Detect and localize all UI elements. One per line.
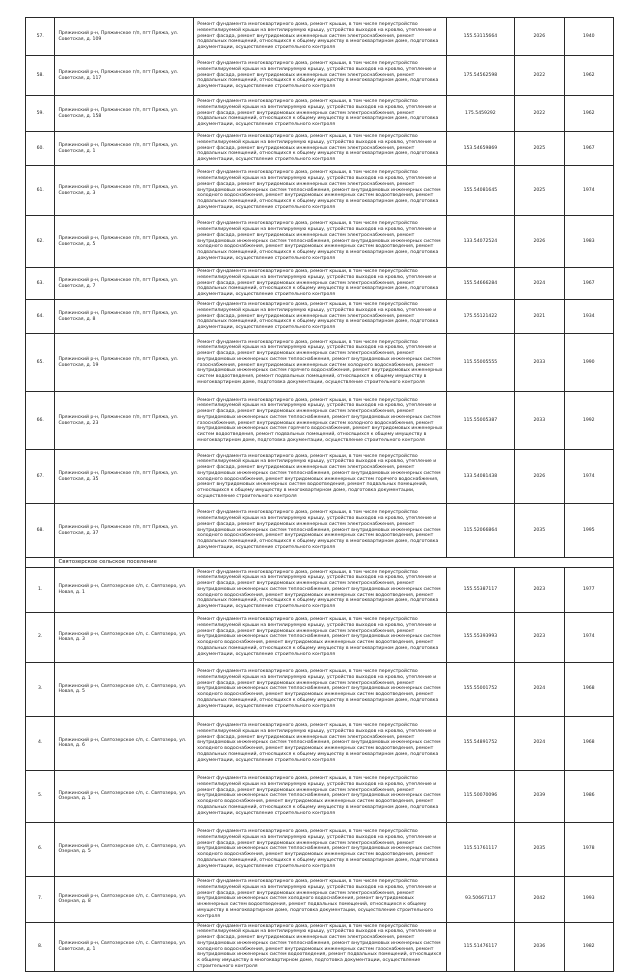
table-row — [26, 216, 614, 268]
row-cost: 155.55387117 — [446, 567, 514, 612]
row-planned-year: 2042 — [515, 876, 564, 922]
row-planned-year: 2024 — [515, 662, 564, 716]
row-address: Пряжинский р-н, Святозерское с/п, с. Святозеро, ул. Новая, д. 3 — [55, 612, 194, 662]
row-address: Пряжинский р-н, Пряжинское г/п, пгт Пряжа, ул. Советская, д. 158 — [55, 96, 194, 132]
row-cost: 115.55005387 — [446, 392, 514, 450]
row-build-year: 1986 — [564, 770, 613, 822]
row-works: Ремонт фундамента многоквартирного дома, ремонт крыши, в том числе переустройство невентилируемой крыши на вентилируемую крышу, устройство выходов на кровлю, утепление и ремонт фасада, ремонт внутридомовых инженерных систем электроснабжения, ремонт внутридомовых инженерных систем теплоснабжения, ремонт внутридомовых инженерных систем холодного водоснабжения, ремонт внутридомовых инженерных систем водоотведения, ремонт подвальных помещений, относящихся к общему имуществу в многоквартирном доме, подготовка документации, осуществление строительного контроля — [194, 822, 446, 876]
row-planned-year: 2033 — [515, 334, 564, 392]
row-address: Пряжинский р-н, Пряжинское г/п, пгт Пряжа, ул. Советская, д. 19 — [55, 334, 194, 392]
row-address: Пряжинский р-н, Святозерское с/п, с. Святозеро, ул. Новая, д. 6 — [55, 716, 194, 770]
row-address: Пряжинский р-н, Святозерское с/п, с. Святозеро, ул. Новая, д. 1 — [55, 567, 194, 612]
row-number: 67. — [26, 450, 55, 504]
row-cost: 155.54081645 — [446, 166, 514, 216]
row-cost: 155.55393993 — [446, 612, 514, 662]
row-number: 7. — [26, 876, 55, 922]
table-row — [26, 96, 614, 132]
table-row — [26, 922, 614, 971]
row-build-year: 1962 — [564, 96, 613, 132]
table-row — [26, 334, 614, 392]
row-build-year: 1993 — [564, 876, 613, 922]
row-number: 3. — [26, 662, 55, 716]
row-cost: 153.54659869 — [446, 132, 514, 166]
row-build-year: 1968 — [564, 716, 613, 770]
table-row — [26, 268, 614, 300]
row-number: 63. — [26, 268, 55, 300]
row-cost: 133.54072524 — [446, 216, 514, 268]
row-number: 8. — [26, 922, 55, 971]
row-planned-year: 2024 — [515, 268, 564, 300]
table-row — [26, 450, 614, 504]
row-works: Ремонт фундамента многоквартирного дома, ремонт крыши, в том числе переустройство невентилируемой крыши на вентилируемую крышу, устройство выходов на кровлю, утепление и ремонт фасада, ремонт внутридомовых инженерных систем электроснабжения, ремонт внутридомовых инженерных систем теплоснабжения, ремонт внутридомовых инженерных систем холодного водоснабжения, ремонт внутридомовых инженерных систем водоотведения, ремонт подвальных помещений, относящихся к общему имуществу в многоквартирном доме, подготовка документации, осуществление строительного контроля — [194, 166, 446, 216]
row-planned-year: 2026 — [515, 450, 564, 504]
row-address: Пряжинский р-н, Пряжинское г/п, пгт Пряжа, ул. Советская, д. 35 — [55, 450, 194, 504]
table-row — [26, 166, 614, 216]
row-build-year: 1982 — [564, 922, 613, 971]
row-address: Пряжинский р-н, Святозерское с/п, с. Святозеро, ул. Озерная, д. 5 — [55, 822, 194, 876]
row-build-year: 1995 — [564, 504, 613, 558]
row-number: 66. — [26, 392, 55, 450]
table-row — [26, 716, 614, 770]
row-works: Ремонт фундамента многоквартирного дома, ремонт крыши, в том числе переустройство невентилируемой крыши на вентилируемую крышу, устройство выходов на кровлю, утепление и ремонт фасада, ремонт внутридомовых инженерных систем электроснабжения, ремонт подвальных помещений, относящихся к общему имуществу в многоквартирном доме, подготовка документации, осуществление строительного контроля — [194, 56, 446, 96]
row-planned-year: 2024 — [515, 716, 564, 770]
row-address: Пряжинский р-н, Святозерское с/п, с. Святозеро, ул. Озерная, д. 1 — [55, 770, 194, 822]
table-body-part1 — [26, 18, 614, 558]
row-planned-year: 2023 — [515, 567, 564, 612]
row-works: Ремонт фундамента многоквартирного дома, ремонт крыши, в том числе переустройство невентилируемой крыши на вентилируемую крышу, устройство выходов на кровлю, утепление и ремонт фасада, ремонт внутридомовых инженерных систем электроснабжения, ремонт внутридомовых инженерных систем теплоснабжения, ремонт внутридомовых инженерных систем холодного водоснабжения, ремонт внутридомовых инженерных систем водоотведения, ремонт подвальных помещений, относящихся к общему имуществу в многоквартирном доме, подготовка документации, осуществление строительного контроля — [194, 716, 446, 770]
table-row — [26, 300, 614, 334]
row-address: Пряжинский р-н, Пряжинское г/п, пгт Пряжа, ул. Советская, д. 5 — [55, 216, 194, 268]
table-row — [26, 392, 614, 450]
row-planned-year: 2025 — [515, 132, 564, 166]
row-number: 58. — [26, 56, 55, 96]
row-number: 5. — [26, 770, 55, 822]
row-works: Ремонт фундамента многоквартирного дома, ремонт крыши, в том числе переустройство невентилируемой крыши на вентилируемую крышу, устройство выходов на кровлю, утепление и ремонт фасада, ремонт внутридомовых инженерных систем электроснабжения, ремонт внутридомовых инженерных систем теплоснабжения, ремонт внутридомовых инженерных систем холодного водоснабжения, ремонт внутридомовых инженерных систем водоотведения, ремонт подвальных помещений, относящихся к общему имуществу в многоквартирном доме, подготовка документации, осуществление строительного контроля — [194, 504, 446, 558]
row-works: Ремонт фундамента многоквартирного дома, ремонт крыши, в том числе переустройство невентилируемой крыши на вентилируемую крышу, устройство выходов на кровлю, утепление и ремонт фасада, ремонт внутридомовых инженерных систем электроснабжения, ремонт подвальных помещений, относящихся к общему имуществу в многоквартирном доме, подготовка документации, осуществление строительного контроля — [194, 300, 446, 334]
table-row — [26, 876, 614, 922]
row-build-year: 1934 — [564, 300, 613, 334]
row-works: Ремонт фундамента многоквартирного дома, ремонт крыши, в том числе переустройство невентилируемой крыши на вентилируемую крышу, устройство выходов на кровлю, утепление и ремонт фасада, ремонт внутридомовых инженерных систем электроснабжения, ремонт подвальных помещений, относящихся к общему имуществу в многоквартирном доме, подготовка документации, осуществление строительного контроля — [194, 96, 446, 132]
row-build-year: 1940 — [564, 18, 613, 56]
row-cost: 175.54562598 — [446, 56, 514, 96]
row-works: Ремонт фундамента многоквартирного дома, ремонт крыши, в том числе переустройство невентилируемой крыши на вентилируемую крышу, устройство выходов на кровлю, утепление и ремонт фасада, ремонт внутридомовых инженерных систем электроснабжения, ремонт внутридомовых инженерных систем теплоснабжения, ремонт внутридомовых инженерных систем холодного водоснабжения, ремонт внутридомовых инженерных систем водоотведения, ремонт подвальных помещений, относящихся к общему имуществу в многоквартирном доме, подготовка документации, осуществление строительного контроля — [194, 216, 446, 268]
row-address: Пряжинский р-н, Пряжинское г/п, пгт Пряжа, ул. Советская, д. 23 — [55, 392, 194, 450]
row-works: Ремонт фундамента многоквартирного дома, ремонт крыши, в том числе переустройство невентилируемой крыши на вентилируемую крышу, устройство выходов на кровлю, утепление и ремонт фасада, ремонт внутридомовых инженерных систем электроснабжения, ремонт внутридомовых инженерных систем теплоснабжения, ремонт внутридомовых инженерных систем газоснабжения, ремонт внутридомовых инженерных систем холодного водоснабжения, ремонт внутридомовых инженерных систем горячего водоснабжения, ремонт внутридомовых инженерных систем водоотведения, ремонт подвальных помещений, относящихся к общему имуществу в многоквартирном доме, подготовка документации, осуществление строительного контроля — [194, 392, 446, 450]
row-cost: 155.54666284 — [446, 268, 514, 300]
row-planned-year: 2036 — [515, 922, 564, 971]
row-number: 60. — [26, 132, 55, 166]
row-planned-year: 2026 — [515, 216, 564, 268]
section-number-cell — [26, 558, 55, 568]
row-build-year: 1968 — [564, 662, 613, 716]
row-build-year: 1990 — [564, 334, 613, 392]
row-address: Пряжинский р-н, Пряжинское г/п, пгт Пряжа, ул. Советская, д. 7 — [55, 268, 194, 300]
row-works: Ремонт фундамента многоквартирного дома, ремонт крыши, в том числе переустройство невентилируемой крыши на вентилируемую крышу, устройство выходов на кровлю, утепление и ремонт фасада, ремонт внутридомовых инженерных систем электроснабжения, ремонт внутридомовых инженерных систем теплоснабжения, ремонт внутридомовых инженерных систем холодного водоснабжения, ремонт внутридомовых инженерных систем водоотведения, ремонт подвальных помещений, относящихся к общему имуществу в многоквартирном доме, подготовка документации, осуществление строительного контроля — [194, 567, 446, 612]
row-build-year: 1967 — [564, 132, 613, 166]
table-body-part2 — [26, 558, 614, 972]
table-row — [26, 822, 614, 876]
row-works: Ремонт фундамента многоквартирного дома, ремонт крыши, в том числе переустройство невентилируемой крыши на вентилируемую крышу, устройство выходов на кровлю, утепление и ремонт фасада, ремонт внутридомовых инженерных систем электроснабжения, ремонт внутридомовых инженерных систем теплоснабжения, ремонт внутридомовых инженерных систем холодного водоснабжения, ремонт внутридомовых инженерных систем водоотведения, ремонт подвальных помещений, относящихся к общему имуществу в многоквартирном доме, подготовка документации, осуществление строительного контроля — [194, 770, 446, 822]
row-address: Пряжинский р-н, Святозерское с/п, с. Святозеро, ул. Советская, д. 1 — [55, 922, 194, 971]
row-number: 2. — [26, 612, 55, 662]
row-build-year: 1974 — [564, 450, 613, 504]
row-works: Ремонт фундамента многоквартирного дома, ремонт крыши, в том числе переустройство невентилируемой крыши на вентилируемую крышу, устройство выходов на кровлю, утепление и ремонт фасада, ремонт внутридомовых инженерных систем электроснабжения, ремонт подвальных помещений, относящихся к общему имуществу в многоквартирном доме, подготовка документации, осуществление строительного контроля — [194, 132, 446, 166]
row-cost: 175.5459292 — [446, 96, 514, 132]
row-planned-year: 2035 — [515, 822, 564, 876]
row-planned-year: 2035 — [515, 504, 564, 558]
row-build-year: 1974 — [564, 166, 613, 216]
row-cost: 115.50070096 — [446, 770, 514, 822]
row-address: Пряжинский р-н, Пряжинское г/п, пгт Пряжа, ул. Советская, д. 3 — [55, 166, 194, 216]
row-build-year: 1983 — [564, 216, 613, 268]
row-build-year: 1992 — [564, 392, 613, 450]
row-number: 1. — [26, 567, 55, 612]
row-works: Ремонт фундамента многоквартирного дома, ремонт крыши, в том числе переустройство невентилируемой крыши на вентилируемую крышу, устройство выходов на кровлю, утепление и ремонт фасада, ремонт внутридомовых инженерных систем электроснабжения, ремонт внутридомовых инженерных систем холодного водоснабжения, ремонт внутридомовых инженерных систем водоотведения, ремонт подвальных помещений, относящихся к общему имуществу в многоквартирном доме, подготовка документации, осуществление строительного контроля — [194, 876, 446, 922]
row-build-year: 1978 — [564, 822, 613, 876]
section-header-row — [26, 558, 614, 568]
row-number: 62. — [26, 216, 55, 268]
table-row — [26, 770, 614, 822]
row-works: Ремонт фундамента многоквартирного дома, ремонт крыши, в том числе переустройство невентилируемой крыши на вентилируемую крышу, устройство выходов на кровлю, утепление и ремонт фасада, ремонт внутридомовых инженерных систем электроснабжения, ремонт внутридомовых инженерных систем теплоснабжения, ремонт внутридомовых инженерных систем холодного водоснабжения, ремонт внутридомовых инженерных систем горячего водоснабжения, ремонт внутридомовых инженерных систем водоотведения, ремонт подвальных помещений, относящихся к общему имуществу в многоквартирном доме, подготовка документации, осуществление строительного контроля — [194, 450, 446, 504]
row-cost: 93.50667117 — [446, 876, 514, 922]
row-cost: 155.55001752 — [446, 662, 514, 716]
row-planned-year: 2023 — [515, 612, 564, 662]
row-cost: 115.52066864 — [446, 504, 514, 558]
table-row — [26, 18, 614, 56]
table-row — [26, 56, 614, 96]
row-number: 6. — [26, 822, 55, 876]
table-row — [26, 567, 614, 612]
row-cost: 155.54891752 — [446, 716, 514, 770]
row-number: 61. — [26, 166, 55, 216]
row-cost: 115.51476117 — [446, 922, 514, 971]
row-cost: 175.55121422 — [446, 300, 514, 334]
row-planned-year: 2022 — [515, 56, 564, 96]
row-build-year: 1962 — [564, 56, 613, 96]
row-cost: 115.51761117 — [446, 822, 514, 876]
row-works: Ремонт фундамента многоквартирного дома, ремонт крыши, в том числе переустройство невентилируемой крыши на вентилируемую крышу, устройство выходов на кровлю, утепление и ремонт фасада, ремонт внутридомовых инженерных систем электроснабжения, ремонт подвальных помещений, относящихся к общему имуществу в многоквартирном доме, подготовка документации, осуществление строительного контроля — [194, 18, 446, 56]
row-works: Ремонт фундамента многоквартирного дома, ремонт крыши, в том числе переустройство невентилируемой крыши на вентилируемую крышу, устройство выходов на кровлю, утепление и ремонт фасада, ремонт внутридомовых инженерных систем электроснабжения, ремонт внутридомовых инженерных систем теплоснабжения, ремонт внутридомовых инженерных систем газоснабжения, ремонт внутридомовых инженерных систем холодного водоснабжения, ремонт внутридомовых инженерных систем горячего водоснабжения, ремонт внутридомовых инженерных систем водоотведения, ремонт подвальных помещений, относящихся к общему имуществу в многоквартирном доме, подготовка документации, осуществление строительного контроля — [194, 334, 446, 392]
row-planned-year: 2026 — [515, 18, 564, 56]
row-cost: 155.53115664 — [446, 18, 514, 56]
table-row — [26, 662, 614, 716]
row-works: Ремонт фундамента многоквартирного дома, ремонт крыши, в том числе переустройство невентилируемой крыши на вентилируемую крышу, устройство выходов на кровлю, утепление и ремонт фасада, ремонт внутридомовых инженерных систем электроснабжения, ремонт подвальных помещений, относящихся к общему имуществу в многоквартирном доме, подготовка документации, осуществление строительного контроля — [194, 268, 446, 300]
row-works: Ремонт фундамента многоквартирного дома, ремонт крыши, в том числе переустройство невентилируемой крыши на вентилируемую крышу, устройство выходов на кровлю, утепление и ремонт фасада, ремонт внутридомовых инженерных систем электроснабжения, ремонт внутридомовых инженерных систем теплоснабжения, ремонт внутридомовых инженерных систем холодного водоснабжения, ремонт внутридомовых инженерных систем водоотведения, ремонт подвальных помещений, относящихся к общему имуществу в многоквартирном доме, подготовка документации, осуществление строительного контроля — [194, 612, 446, 662]
row-build-year: 1967 — [564, 268, 613, 300]
row-address: Пряжинский р-н, Пряжинское г/п, пгт Пряжа, ул. Советская, д. 117 — [55, 56, 194, 96]
row-number: 57. — [26, 18, 55, 56]
row-address: Пряжинский р-н, Пряжинское г/п, пгт Пряжа, ул. Советская, д. 8 — [55, 300, 194, 334]
table-row — [26, 612, 614, 662]
table-row — [26, 132, 614, 166]
row-number: 65. — [26, 334, 55, 392]
row-cost: 133.54081438 — [446, 450, 514, 504]
row-number: 4. — [26, 716, 55, 770]
row-build-year: 1974 — [564, 612, 613, 662]
capital-repair-register-table — [25, 17, 614, 972]
row-number: 64. — [26, 300, 55, 334]
row-planned-year: 2021 — [515, 300, 564, 334]
row-number: 59. — [26, 96, 55, 132]
row-address: Пряжинский р-н, Святозерское с/п, с. Святозеро, ул. Озерная, д. 8 — [55, 876, 194, 922]
row-address: Пряжинский р-н, Пряжинское г/п, пгт Пряжа, ул. Советская, д. 37 — [55, 504, 194, 558]
row-address: Пряжинский р-н, Пряжинское г/п, пгт Пряжа, ул. Советская, д. 1 — [55, 132, 194, 166]
table-row — [26, 504, 614, 558]
row-planned-year: 2039 — [515, 770, 564, 822]
section-title: Святозерское сельское поселение — [55, 558, 614, 568]
row-build-year: 1977 — [564, 567, 613, 612]
row-address: Пряжинский р-н, Пряжинское г/п, пгт Пряжа, ул. Советская, д. 109 — [55, 18, 194, 56]
row-planned-year: 2022 — [515, 96, 564, 132]
row-number: 68. — [26, 504, 55, 558]
row-works: Ремонт фундамента многоквартирного дома, ремонт крыши, в том числе переустройство невентилируемой крыши на вентилируемую крышу, устройство выходов на кровлю, утепление и ремонт фасада, ремонт внутридомовых инженерных систем электроснабжения, ремонт внутридомовых инженерных систем теплоснабжения, ремонт внутридомовых инженерных систем холодного водоснабжения, ремонт внутридомовых инженерных систем газоснабжения, ремонт внутридомовых инженерных систем водоотведения, ремонт подвальных помещений, относящихся к общему имуществу в многоквартирном доме, подготовка документации, осуществление строительного контроля — [194, 922, 446, 971]
row-planned-year: 2033 — [515, 392, 564, 450]
row-cost: 115.55005555 — [446, 334, 514, 392]
row-works: Ремонт фундамента многоквартирного дома, ремонт крыши, в том числе переустройство невентилируемой крыши на вентилируемую крышу, устройство выходов на кровлю, утепление и ремонт фасада, ремонт внутридомовых инженерных систем электроснабжения, ремонт внутридомовых инженерных систем теплоснабжения, ремонт внутридомовых инженерных систем холодного водоснабжения, ремонт внутридомовых инженерных систем водоотведения, ремонт подвальных помещений, относящихся к общему имуществу в многоквартирном доме, подготовка документации, осуществление строительного контроля — [194, 662, 446, 716]
row-planned-year: 2025 — [515, 166, 564, 216]
row-address: Пряжинский р-н, Святозерское с/п, с. Святозеро, ул. Новая, д. 5 — [55, 662, 194, 716]
